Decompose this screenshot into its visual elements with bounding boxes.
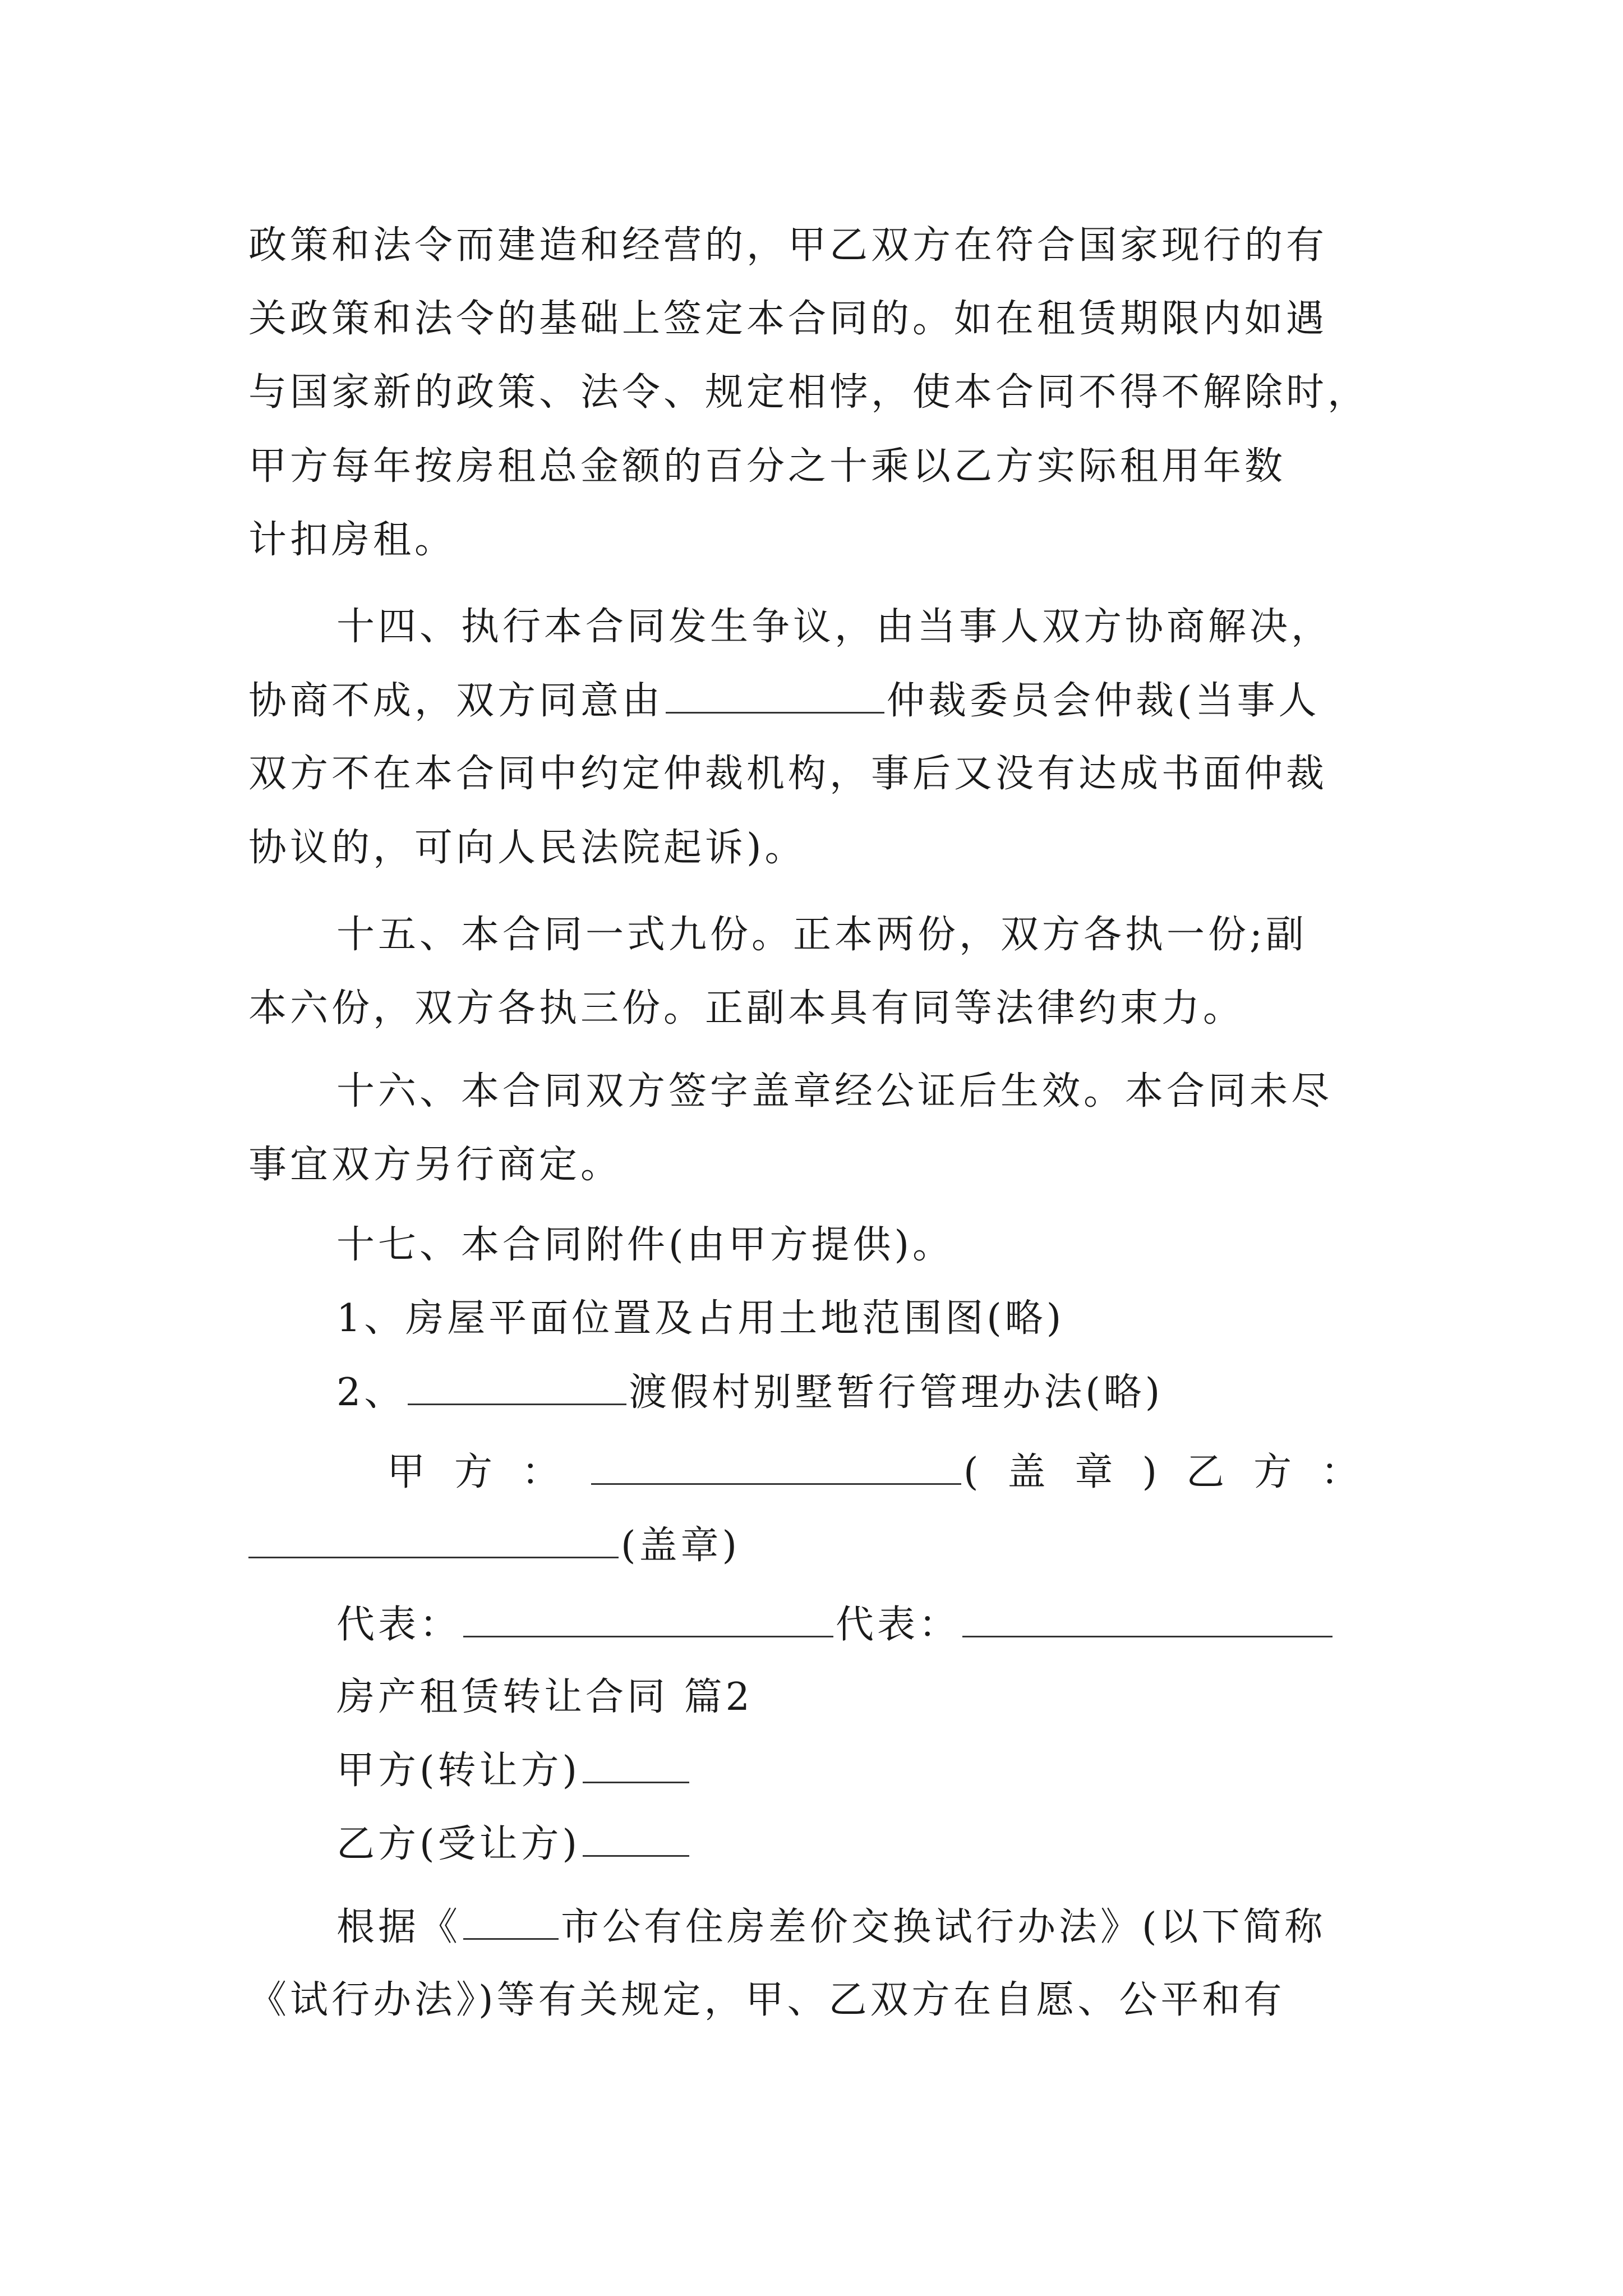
party-b-name-blank	[583, 1818, 689, 1857]
clause-15: 十五、本合同一式九份。正本两份，双方各执一份;副	[336, 913, 1307, 957]
text-line: 《试行办法》)等有关规定，甲、乙双方在自愿、公平和有	[248, 1978, 1285, 2022]
clause-16: 十六、本合同双方签字盖章经公证后生效。本合同未尽	[336, 1069, 1333, 1114]
attachment-1: 1、房屋平面位置及占用土地范围图(略)	[336, 1296, 1065, 1341]
party-a-name-blank	[583, 1745, 689, 1783]
signature-line-parties: 甲方： (盖章)乙方：	[387, 1446, 1388, 1498]
blank-line	[666, 675, 884, 714]
city-blank	[463, 1901, 559, 1940]
text-line: 事宜双方另行商定。	[248, 1143, 623, 1187]
party-b-line: 乙方(受让方)	[336, 1818, 691, 1870]
text-line: 协议的，可向人民法院起诉)。	[248, 826, 806, 870]
text-line: 政策和法令而建造和经营的，甲乙双方在符合国家现行的有	[248, 223, 1328, 268]
representatives-line: 代表： 代表：	[336, 1599, 1335, 1650]
text-line: 本六份，双方各执三份。正副本具有同等法律约束力。	[248, 986, 1245, 1030]
clause-17: 十七、本合同附件(由甲方提供)。	[336, 1223, 955, 1267]
text-line: 双方不在本合同中约定仲裁机构，事后又没有达成书面仲裁	[248, 752, 1328, 796]
signature-line-seal: (盖章)	[248, 1520, 740, 1571]
rep-b-blank	[962, 1599, 1332, 1637]
text-line: 计扣房租。	[248, 518, 457, 562]
preamble-line: 根据《 市公有住房差价交换试行办法》(以下简称	[336, 1901, 1326, 1953]
text-line: 甲方每年按房租总金额的百分之十乘以乙方实际租用年数	[248, 444, 1287, 489]
text-line: 关政策和法令的基础上签定本合同的。如在租赁期限内如遇	[248, 297, 1328, 341]
blank-line	[408, 1366, 626, 1405]
rep-a-blank	[463, 1599, 833, 1637]
party-b-blank	[248, 1520, 619, 1558]
attachment-2: 2、 渡假村别墅暂行管理办法(略)	[336, 1366, 1163, 1418]
text-line: 与国家新的政策、法令、规定相悖，使本合同不得不解除时，	[248, 370, 1370, 415]
text-line: 协商不成，双方同意由 仲裁委员会仲裁(当事人	[248, 675, 1320, 726]
section-title: 房产租赁转让合同 篇2	[336, 1675, 753, 1719]
clause-14: 十四、执行本合同发生争议，由当事人双方协商解决，	[336, 605, 1333, 649]
party-a-blank	[591, 1446, 961, 1485]
party-a-line: 甲方(转让方)	[336, 1745, 691, 1796]
